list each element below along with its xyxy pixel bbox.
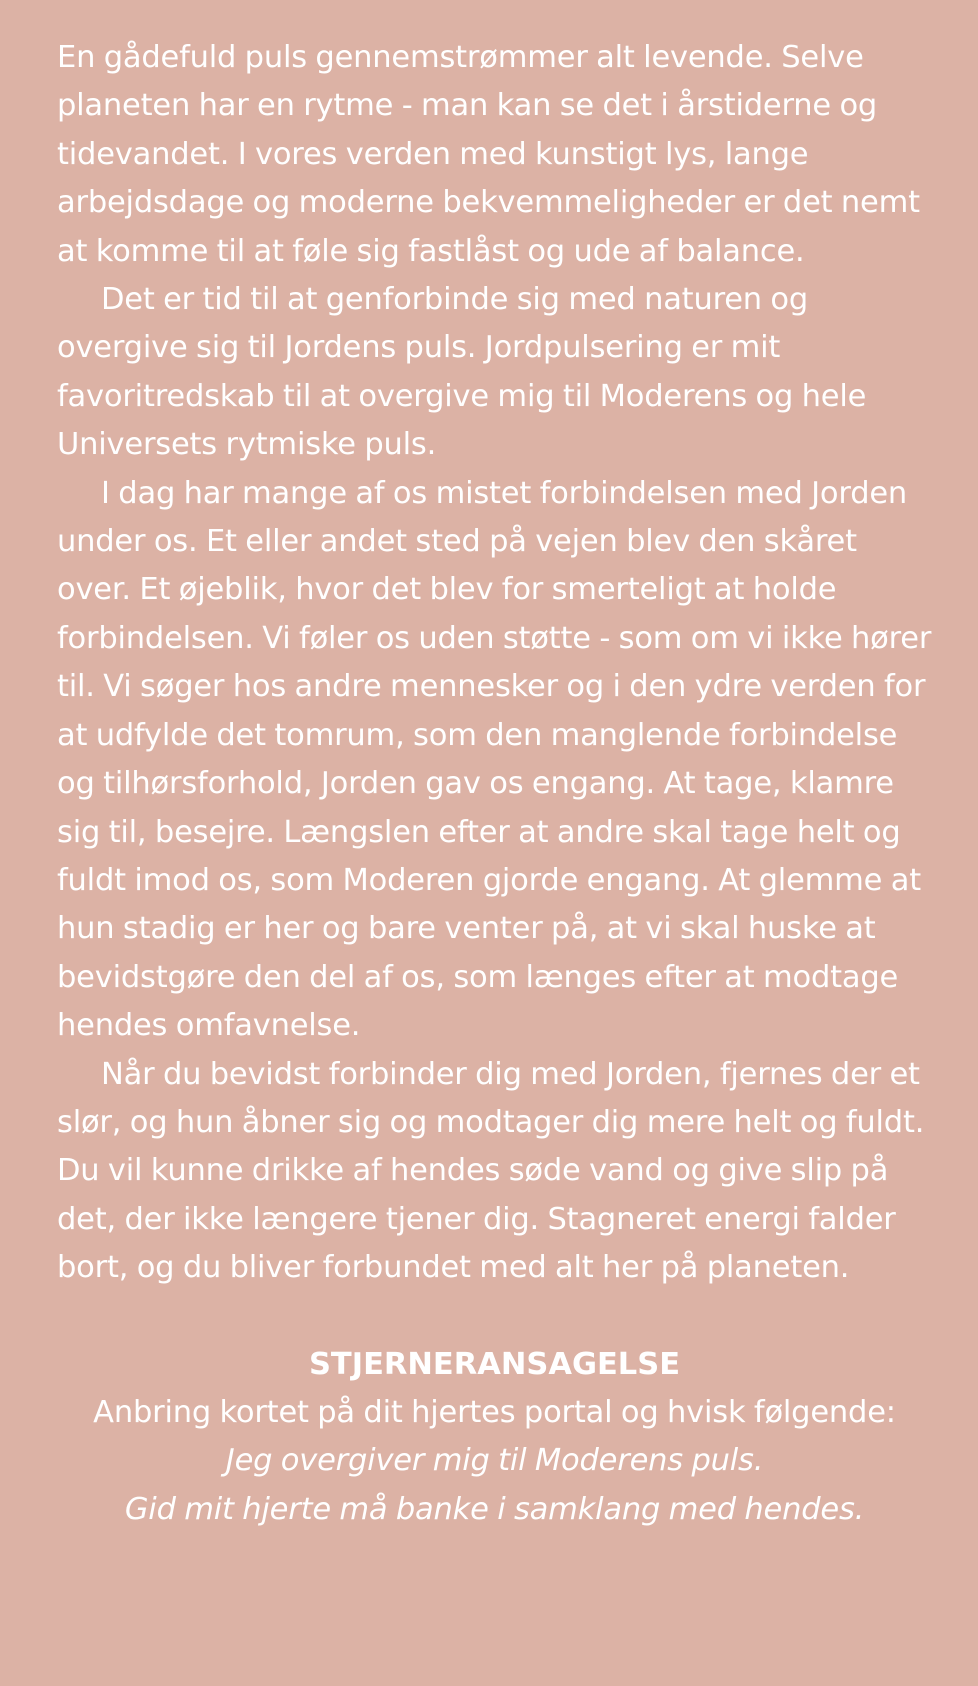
ritual-section bbox=[57, 1341, 932, 1535]
body-text bbox=[57, 34, 932, 1293]
ritual-instruction: Anbring kortet på dit hjertes portal og hvisk følgende: bbox=[93, 1394, 896, 1430]
affirmation-line-2: Gid mit hjerte må banke i samklang med hendes. bbox=[124, 1491, 865, 1527]
ritual-heading: STJERNERANSAGELSE bbox=[308, 1346, 681, 1382]
affirmation-line-1: Jeg overgiver mig til Moderens puls. bbox=[225, 1443, 764, 1479]
paragraph-3: I dag har mange af os mistet forbindelsen med Jorden under os. Et eller andet sted på vejen blev den skåret over. Et øjeblik, hvor det blev for smerteligt at holde forbindelsen. Vi føler os uden støtte - som om vi ikke hører til. Vi søger hos andre mennesker og i den ydre verden for at udfylde det tomrum, som den manglende forbindelse og tilhørsforhold, Jorden gav os engang. At tage, klamre sig til, besejre. Længslen efter at andre skal tage helt og fuldt imod os, som Moderen gjorde engang. At glemme at hun stadig er her og bare venter på, at vi skal huske at bevidstgøre den del af os, som længes efter at modtage hendes omfavnelse. bbox=[57, 475, 932, 1044]
paragraph-1: En gådefuld puls gennemstrømmer alt levende. Selve planeten har en rytme - man kan se det i årstiderne og tidevandet. I vores verden med kunstigt lys, lange arbejdsdage og moderne bekvemmeligheder er det nemt at komme til at føle sig fastlåst og ude af balance. bbox=[57, 40, 920, 269]
paragraph-2: Det er tid til at genforbinde sig med naturen og overgive sig til Jordens puls. Jordpulsering er mit favoritredskab til at overgive mig til Moderens og hele Universets rytmiske puls. bbox=[57, 282, 867, 463]
paragraph-4: Når du bevidst forbinder dig med Jorden, fjernes der et slør, og hun åbner sig og modtager dig mere helt og fuldt. Du vil kunne drikke af hendes søde vand og give slip på det, der ikke længere tjener dig. Stagneret energi falder bort, og du bliver forbundet med alt her på planeten. bbox=[57, 1056, 925, 1286]
